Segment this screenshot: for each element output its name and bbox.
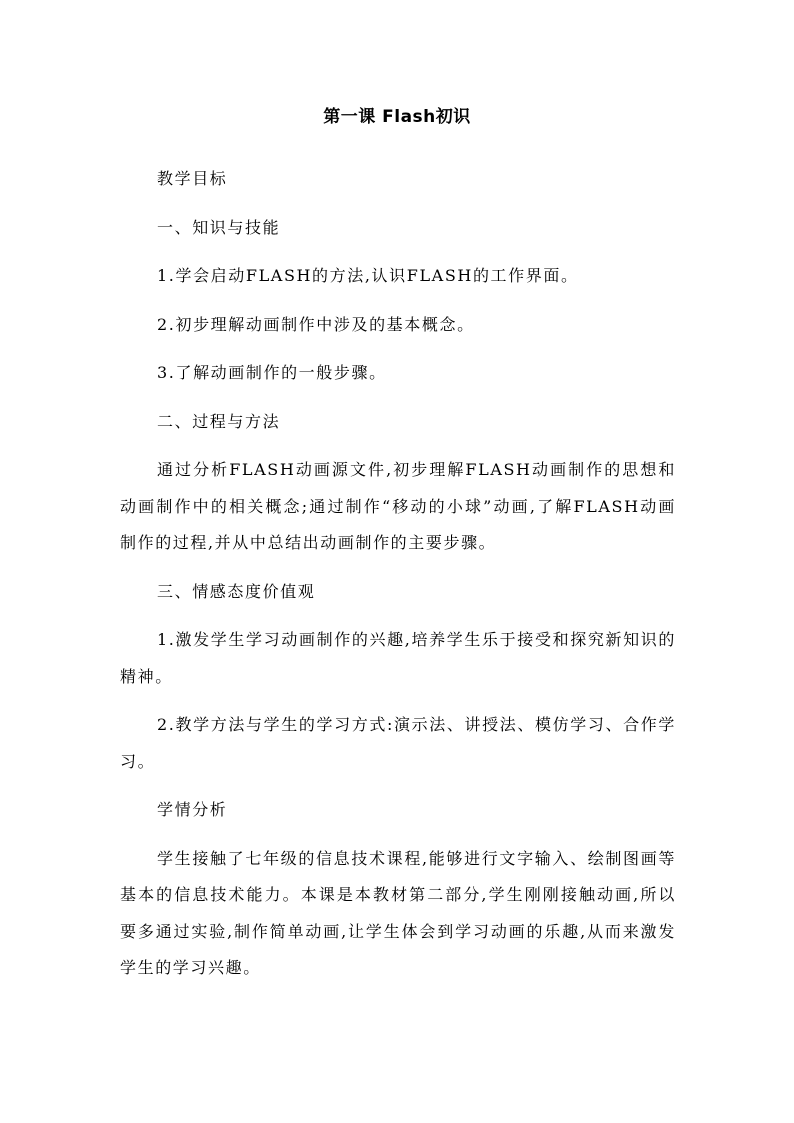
- paragraph-learner-analysis: 学生接触了七年级的信息技术课程,能够进行文字输入、绘制图画等基本的信息技术能力。本课是本教材第二部分,学生刚刚接触动画,所以要多通过实验,制作简单动画,让学生体会到学习动画的乐趣,从而来激发学生的学习兴趣。: [120, 848, 676, 977]
- list-item-goal-3: 3.了解动画制作的一般步骤。: [157, 363, 387, 382]
- section-heading-teaching-goals: 教学目标: [157, 169, 228, 188]
- section-heading-learner-analysis: 学情分析: [157, 800, 228, 819]
- subsection-heading-knowledge-skills: 一、知识与技能: [157, 217, 281, 237]
- list-item-attitude-1: 1.激发学生学习动画制作的兴趣,培养学生乐于接受和探究新知识的精神。: [120, 630, 676, 686]
- document-body: [120, 161, 676, 999]
- subsection-heading-process-methods: 二、过程与方法: [157, 411, 281, 431]
- list-item-attitude-2: 2.教学方法与学生的学习方式:演示法、讲授法、模仿学习、合作学习。: [120, 715, 676, 771]
- paragraph-process-methods: 通过分析FLASH动画源文件,初步理解FLASH动画制作的思想和动画制作中的相关概念;通过制作“移动的小球”动画,了解FLASH动画制作的过程,并从中总结出动画制作的主要步骤。: [120, 460, 676, 552]
- subsection-heading-attitudes-values: 三、情感态度价值观: [157, 581, 316, 601]
- list-item-goal-2: 2.初步理解动画制作中涉及的基本概念。: [157, 314, 475, 334]
- page-title: 第一课 Flash初识: [323, 107, 471, 127]
- list-item-goal-1: 1.学会启动FLASH的方法,认识FLASH的工作界面。: [157, 266, 579, 285]
